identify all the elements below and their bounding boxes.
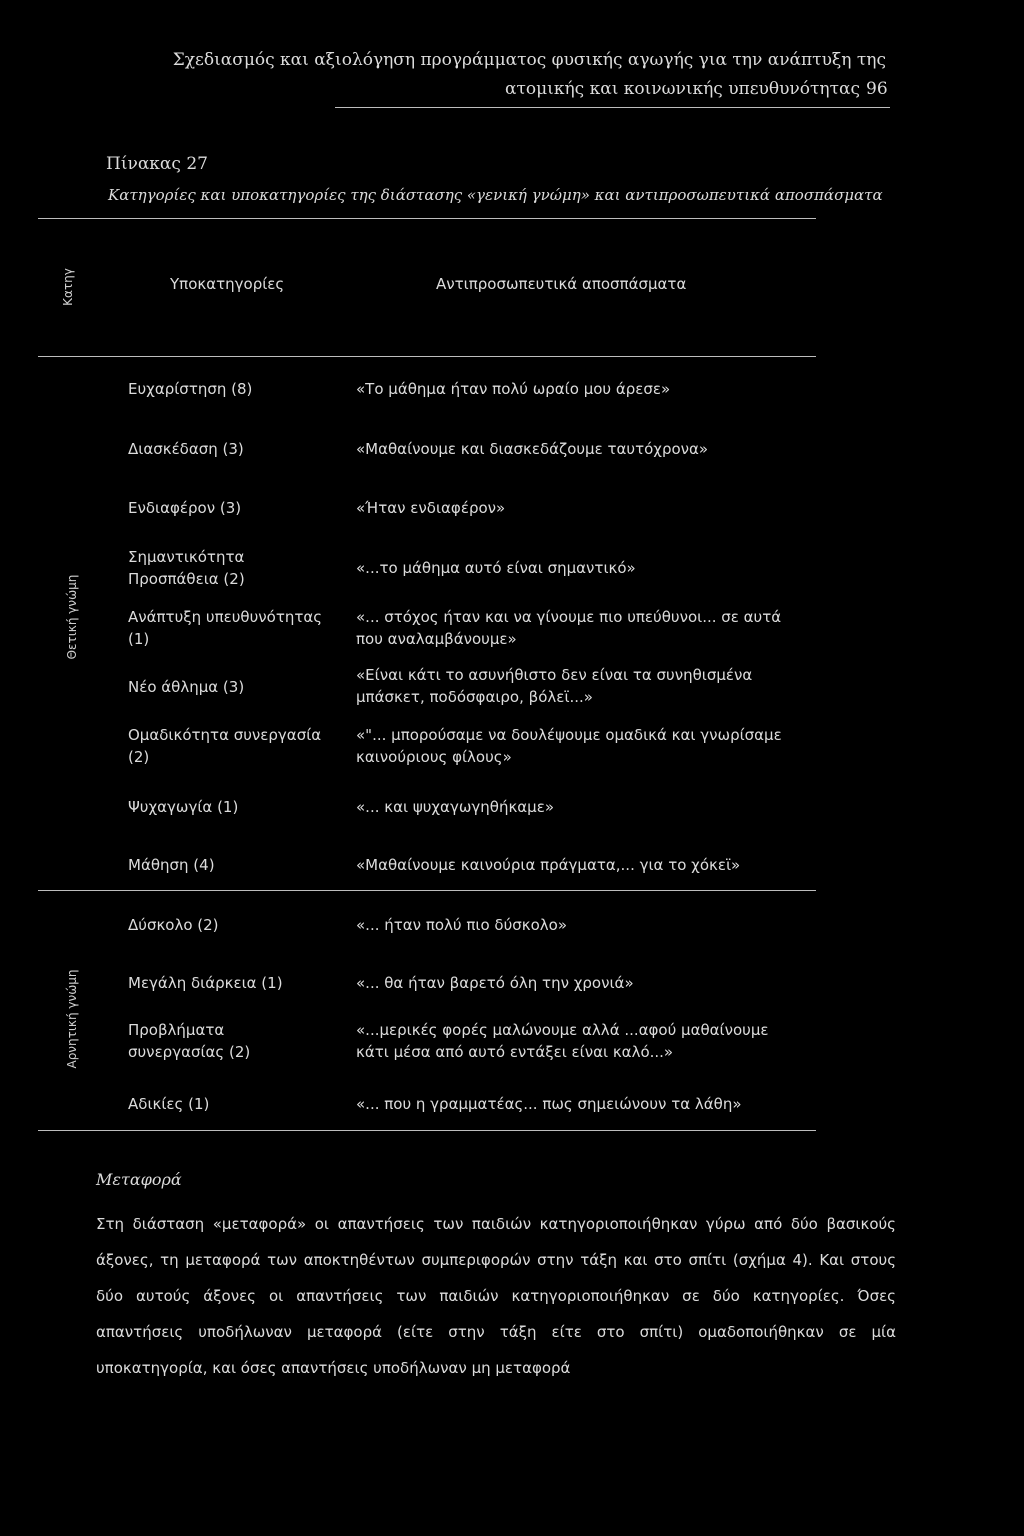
- table-row-excerpt: «... θα ήταν βαρετό όλη την χρονιά»: [356, 974, 634, 992]
- table-row-excerpt: «Το μάθημα ήταν πολύ ωραίο μου άρεσε»: [356, 380, 671, 398]
- header-rule: [335, 107, 890, 108]
- table-row-subcategory: Δύσκολο (2): [128, 916, 219, 934]
- table-row-subcategory: Μεγάλη διάρκεια (1): [128, 974, 283, 992]
- table-row-excerpt: «Μαθαίνουμε καινούρια πράγματα,... για το χόκεϊ»: [356, 856, 741, 874]
- running-header-line2: ατομικής και κοινωνικής υπευθυνότητας: [505, 79, 860, 99]
- table-row-subcategory: Ευχαρίστηση (8): [128, 380, 253, 398]
- table-row-excerpt: «... ήταν πολύ πιο δύσκολο»: [356, 916, 568, 934]
- table-row-excerpt: «"... μπορούσαμε να δουλέψουμε ομαδικά και γνωρίσαμε καινούριους φίλους»: [356, 726, 782, 766]
- table-row-subcategory: Νέο άθλημα (3): [128, 678, 245, 696]
- running-header-line1: Σχεδιασμός και αξιολόγηση προγράμματος φυσικής αγωγής για την ανάπτυξη της: [172, 50, 886, 70]
- table-row-subcategory: Ενδιαφέρον (3): [128, 499, 242, 517]
- table-row-excerpt: «... στόχος ήταν και να γίνουμε πιο υπεύθυνοι... σε αυτά που αναλαμβάνουμε»: [356, 608, 782, 648]
- table-bottom-rule: [38, 1130, 816, 1131]
- table-row-subcategory: Διασκέδαση (3): [128, 440, 244, 458]
- table-row-excerpt: «Μαθαίνουμε και διασκεδάζουμε ταυτόχρονα»: [356, 440, 709, 458]
- column-header-rule: [38, 356, 816, 357]
- table-row-subcategory: Ομαδικότητα συνεργασία (2): [128, 726, 322, 766]
- table-row-subcategory: Μάθηση (4): [128, 856, 215, 874]
- table-row-subcategory: Ψυχαγωγία (1): [128, 798, 239, 816]
- column-header-subcategories: Υποκατηγορίες: [170, 275, 285, 293]
- side-label-category: Κατηγ: [61, 268, 75, 306]
- table-row-excerpt: «... και ψυχαγωγηθήκαμε»: [356, 798, 555, 816]
- table-row-subcategory: Αδικίες (1): [128, 1095, 210, 1113]
- page-number: 96: [866, 79, 888, 99]
- body-paragraph: Στη διάσταση «μεταφορά» οι απαντήσεις των παιδιών κατηγοριοποιήθηκαν γύρω από δύο βασικούς άξονες, τη μεταφορά των αποκτηθέντων συμπεριφορών στην τάξη και στο σπίτι (σχήμα 4). Και στους δύο αυτούς άξονες οι απαντήσεις των παιδιών κατηγοριοποιήθηκαν σε δύο κατηγορίες. Όσες απαντήσεις υποδήλωναν μεταφορά (είτε στην τάξη είτε στο σπίτι) ομαδοποιήθηκαν σε μία υποκατηγορία, και όσες απαντήσεις υποδήλωναν μη μεταφορά: [96, 1215, 896, 1377]
- section-divider-rule: [38, 890, 816, 891]
- table-row-excerpt: «...το μάθημα αυτό είναι σημαντικό»: [356, 559, 636, 577]
- table-row-excerpt: «...μερικές φορές μαλώνουμε αλλά ...αφού μαθαίνουμε κάτι μέσα από αυτό εντάξει είναι καλό...»: [356, 1021, 769, 1061]
- side-label-negative: Αρνητική γνώμη: [65, 969, 79, 1069]
- side-label-positive: Θετική γνώμη: [65, 574, 79, 660]
- table-caption: Κατηγορίες και υποκατηγορίες της διάστασης «γενική γνώμη» και αντιπροσωπευτικά αποσπάσματα: [108, 186, 883, 204]
- table-row-subcategory: Προβλήματα συνεργασίας (2): [128, 1021, 251, 1061]
- table-row-subcategory: Ανάπτυξη υπευθυνότητας (1): [128, 608, 323, 648]
- table-row-excerpt: «Είναι κάτι το ασυνήθιστο δεν είναι τα συνηθισμένα μπάσκετ, ποδόσφαιρο, βόλεϊ...»: [356, 666, 753, 706]
- table-row-excerpt: «... που η γραμματέας... πως σημειώνουν τα λάθη»: [356, 1095, 742, 1113]
- section-title: Μεταφορά: [96, 1170, 182, 1189]
- table-row-subcategory: Σημαντικότητα Προσπάθεια (2): [128, 548, 245, 588]
- table-top-rule: [38, 218, 816, 219]
- table-label: Πίνακας 27: [106, 154, 208, 174]
- column-header-excerpts: Αντιπροσωπευτικά αποσπάσματα: [436, 275, 687, 293]
- table-row-excerpt: «Ήταν ενδιαφέρον»: [356, 499, 506, 517]
